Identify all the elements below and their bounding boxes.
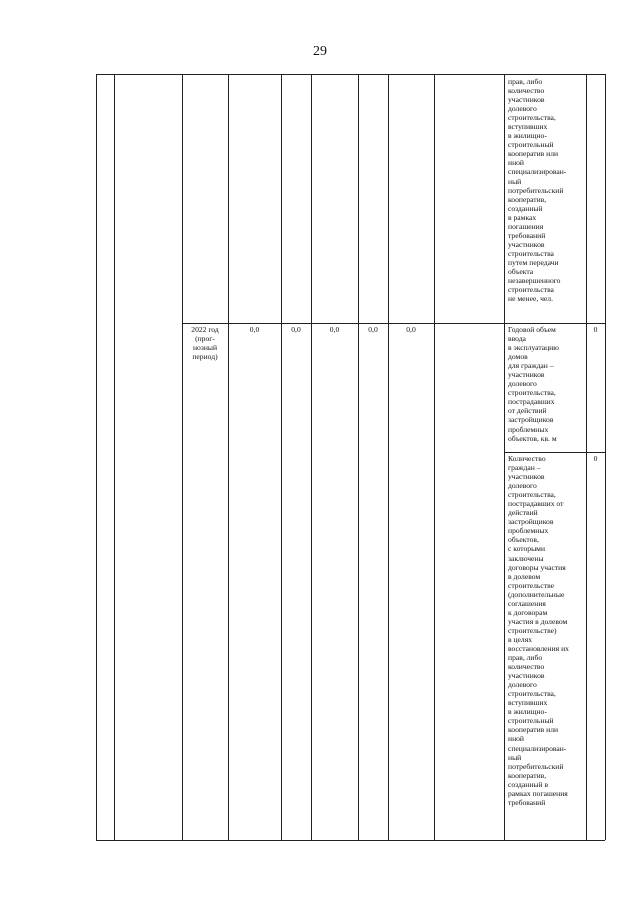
indicator-text: Годовой объем ввода в эксплуатацию домов для граждан – участников долевого строительства, пострадавших от действий застройщиков проблемных объектов, кв. м: [508, 325, 559, 443]
col-border: [388, 74, 389, 840]
col-border: [281, 74, 282, 840]
col-border: [504, 74, 505, 840]
value-cell: 0,0: [329, 325, 340, 334]
indicator-continuation-text: прав, либо количество участников долевого строительства, вступивших в жилищно- строительный кооператив или иной специализирован- ный потребительский кооператив, созданный в рамках погашения требований участников строительства путем передачи объекта незавершенного строительства не менее, чел.: [508, 77, 567, 304]
row-border: [96, 840, 605, 841]
row-border: [504, 452, 605, 453]
value-cell: 0,0: [249, 325, 260, 334]
col-border: [228, 74, 229, 840]
col-border: [96, 74, 97, 840]
indicator-value: 0: [593, 325, 598, 334]
indicator-value: 0: [593, 454, 598, 463]
program-table: [96, 74, 605, 840]
value-cell: 0,0: [406, 325, 416, 334]
col-border: [358, 74, 359, 840]
col-border: [114, 74, 115, 840]
col-border: [434, 74, 435, 840]
col-border: [182, 74, 183, 840]
row-border: [182, 323, 605, 324]
value-cell: 0,0: [291, 325, 301, 334]
indicator-text: Количество граждан – участников долевого строительства, пострадавших от действий застройщиков проблемных объектов, с которыми заключены договоры участия в долевом строительстве (дополнительные соглашения к договорам участия в долевом строительстве) в целях восстановления их прав, либо количество участников долевого строительства, вступивших в жилищно- строительный кооператив или иной специализирован- ный потребительский кооператив, созданный в рамках погашения требований: [508, 454, 569, 807]
col-border: [311, 74, 312, 840]
row-border: [96, 74, 605, 75]
period-cell: 2022 год (прог- нозный период): [191, 325, 219, 362]
col-border: [605, 74, 606, 840]
page-number: 29: [313, 44, 327, 59]
value-cell: 0,0: [368, 325, 378, 334]
